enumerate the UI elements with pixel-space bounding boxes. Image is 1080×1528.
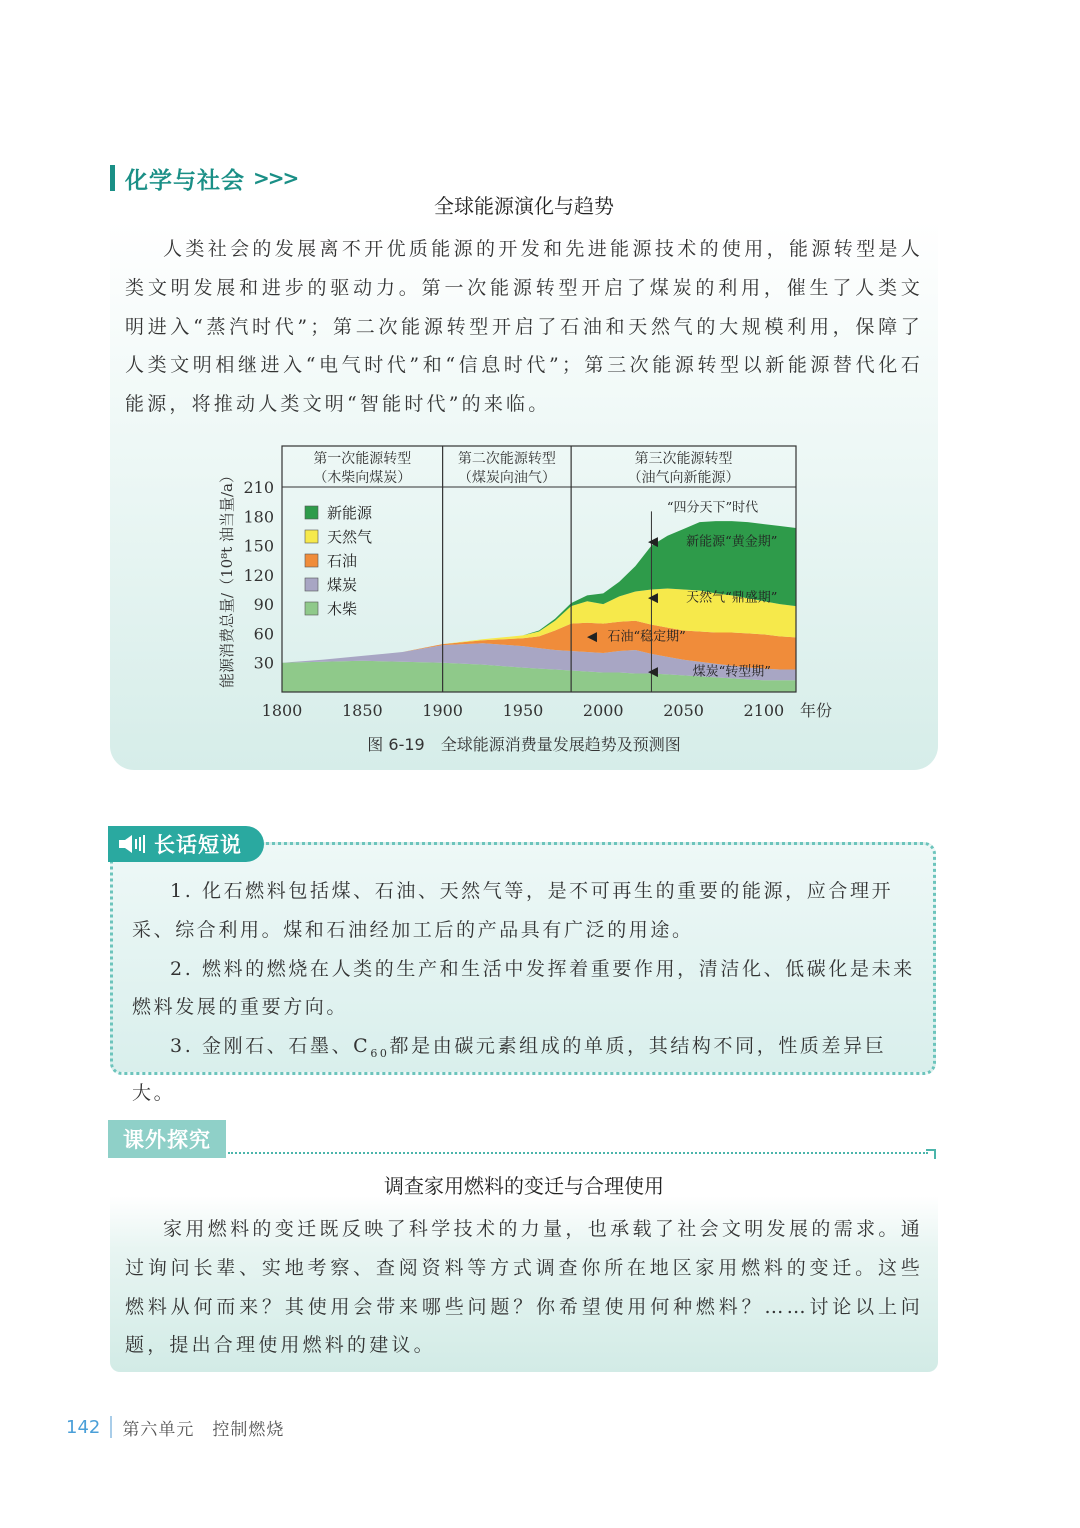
article-paragraph <box>125 230 923 424</box>
x-tick-label: 1850 <box>341 701 383 720</box>
phase-label: 第三次能源转型 <box>634 451 733 467</box>
legend-label: 煤炭 <box>327 576 358 594</box>
annotation-label: 石油“稳定期” <box>607 629 686 645</box>
legend-label: 天然气 <box>327 528 373 546</box>
y-tick-label: 150 <box>243 536 274 556</box>
header-bar <box>110 165 115 191</box>
chevrons-icon: >>> <box>253 166 298 190</box>
x-tick-label: 2000 <box>582 701 624 720</box>
speaker-icon <box>118 833 146 855</box>
divider-corner <box>926 1149 936 1159</box>
phase-label: 第一次能源转型 <box>313 451 412 467</box>
page-footer <box>66 1412 284 1442</box>
y-tick-label: 180 <box>243 507 274 527</box>
summary-list <box>132 872 917 1113</box>
phase-sublabel: （油气向新能源） <box>627 470 740 486</box>
annotation-label: 煤炭“转型期” <box>692 664 771 680</box>
phase-sublabel: （煤炭向油气） <box>457 470 556 486</box>
annotation-label: “四分天下”时代 <box>666 500 759 516</box>
phase-sublabel: （木柴向煤炭） <box>313 470 412 486</box>
legend-swatch <box>305 554 318 567</box>
x-tick-label: 1800 <box>261 701 303 720</box>
annotation-label: 新能源“黄金期” <box>686 534 778 550</box>
summary-item3-prefix: 3. 金刚石、石墨、C <box>170 1035 371 1058</box>
summary-tag-label: 长话短说 <box>154 833 242 857</box>
y-tick-label: 90 <box>253 595 274 615</box>
y-axis-label: 能源消费总量/（10⁸t 油当量/a） <box>218 468 236 688</box>
chapter-title: 第六单元 控制燃烧 <box>122 1419 285 1440</box>
legend-label: 新能源 <box>327 504 373 522</box>
y-tick-label: 30 <box>253 653 274 673</box>
arrow-left-icon: ◀ <box>648 534 659 550</box>
arrow-left-icon: ◀ <box>648 590 659 606</box>
x-tick-label: 1950 <box>502 701 544 720</box>
legend-label: 石油 <box>327 552 358 570</box>
extension-tag <box>108 1120 226 1158</box>
arrow-left-icon: ◀ <box>648 664 659 680</box>
legend-swatch <box>305 578 318 591</box>
footer-divider <box>110 1416 112 1438</box>
arrow-left-icon: ◀ <box>587 629 598 645</box>
extension-tag-label: 课外探究 <box>123 1128 211 1152</box>
x-tick-label: 2100 <box>743 701 785 720</box>
figure-caption: 图 6-19 全球能源消费量发展趋势及预测图 <box>367 735 681 754</box>
dotted-divider <box>228 1152 928 1154</box>
energy-chart <box>200 440 850 730</box>
paragraph-text: 家用燃料的变迁既反映了科学技术的力量，也承载了社会文明发展的需求。通过询问长辈、实地考察、查阅资料等方式调查你所在地区家用燃料的变迁。这些燃料从何而来？其使用会带来哪些问题？你希望使用何种燃料？……讨论以上问题，提出合理使用燃料的建议。 <box>125 1218 923 1357</box>
legend-swatch <box>305 602 318 615</box>
summary-item3-suffix: 都是由碳元素组成的单质，其结构不同，性质差异巨大。 <box>132 1035 887 1104</box>
legend-swatch <box>305 506 318 519</box>
page-number: 142 <box>66 1416 101 1438</box>
article-title: 全球能源演化与趋势 <box>434 194 614 218</box>
section-title: 化学与社会 <box>125 167 245 194</box>
extension-paragraph <box>125 1210 923 1365</box>
x-tick-label: 1900 <box>422 701 463 720</box>
y-tick-label: 120 <box>243 565 274 585</box>
x-tick-label: 2050 <box>663 701 704 720</box>
paragraph-text: 人类社会的发展离不开优质能源的开发和先进能源技术的使用，能源转型是人类文明发展和进步的驱动力。第一次能源转型开启了煤炭的利用，催生了人类文明进入“蒸汽时代”；第二次能源转型开启了石油和天然气的大规模利用，保障了人类文明相继进入“电气时代”和“信息时代”；第三次能源转型以新能源替代化石能源，将推动人类文明“智能时代”的来临。 <box>125 238 923 416</box>
extension-title: 调查家用燃料的变迁与合理使用 <box>384 1174 664 1198</box>
summary-item: 1. 化石燃料包括煤、石油、天然气等，是不可再生的重要的能源，应合理开采、综合利用。煤和石油经加工后的产品具有广泛的用途。 <box>132 880 894 941</box>
y-tick-label: 210 <box>243 478 274 497</box>
legend-label: 木柴 <box>327 600 358 618</box>
x-axis-label: 年份 <box>800 701 833 720</box>
summary-item: 2. 燃料的燃烧在人类的生产和生活中发挥着重要作用，清洁化、低碳化是未来燃料发展的重要方向。 <box>132 957 915 1019</box>
summary-tag <box>108 826 264 862</box>
phase-label: 第二次能源转型 <box>457 451 556 467</box>
subscript-60: 60 <box>370 1046 390 1060</box>
summary-item <box>132 1027 917 1112</box>
y-tick-label: 60 <box>253 624 274 644</box>
annotation-label: 天然气“鼎盛期” <box>686 590 778 606</box>
legend-swatch <box>305 530 318 543</box>
